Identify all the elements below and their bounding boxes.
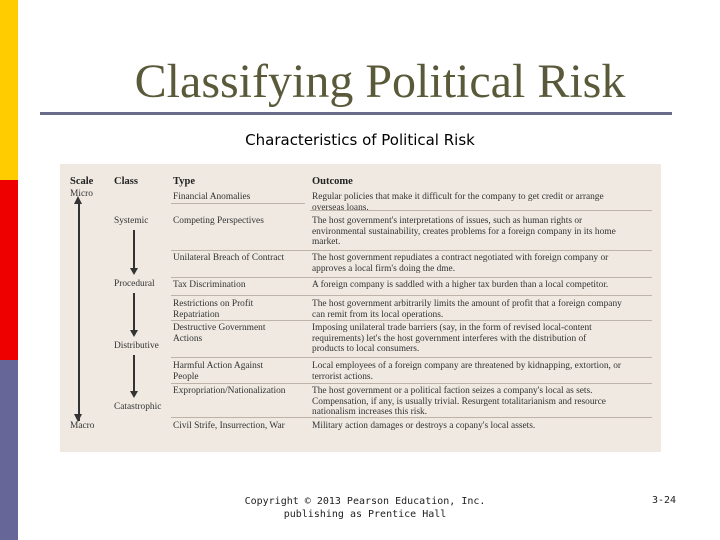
type-cell: Civil Strife, Insurrection, War	[173, 421, 285, 431]
class-arrow-line	[133, 293, 135, 330]
row-divider	[171, 295, 652, 296]
class-procedural: Procedural	[114, 279, 155, 289]
row-divider	[171, 320, 652, 321]
type-cell: Harmful Action Against People	[173, 361, 264, 382]
scale-macro-label: Macro	[70, 421, 95, 431]
outcome-cell: The host government's interpretations of issues, such as human rights or environmental sustainability, creates problems for a foreign company in its home market.	[312, 216, 616, 247]
outcome-cell: Local employees of a foreign company are threatened by kidnapping, extortion, or terrorist actions.	[312, 361, 622, 382]
row-divider	[171, 357, 652, 358]
header-class: Class	[114, 176, 138, 187]
header-type: Type	[173, 176, 195, 187]
outcome-cell: The host government arbitrarily limits the amount of profit that a foreign company can remit from its local operations.	[312, 299, 622, 320]
slide-subtitle: Characteristics of Political Risk	[245, 131, 475, 149]
row-divider	[171, 203, 305, 204]
scale-axis-line	[78, 201, 80, 421]
outcome-cell: The host government repudiates a contract negotiated with foreign company or approves a local firm's doing the dme.	[312, 253, 609, 274]
row-divider	[171, 383, 652, 384]
down-arrow-icon	[130, 330, 138, 337]
header-scale: Scale	[70, 176, 94, 187]
page-number: 3-24	[652, 495, 677, 506]
type-cell: Unilateral Breach of Contract	[173, 253, 285, 263]
type-cell: Tax Discrimination	[173, 280, 246, 290]
row-divider	[171, 277, 652, 278]
class-systemic: Systemic	[114, 216, 149, 226]
type-cell: Expropriation/Nationalization	[173, 386, 286, 396]
accent-bar-purple	[0, 360, 18, 540]
accent-bar-yellow	[0, 0, 18, 180]
outcome-cell: A foreign company is saddled with a higher tax burden than a local competitor.	[312, 280, 609, 290]
class-distributive: Distributive	[114, 341, 159, 351]
down-arrow-icon	[130, 268, 138, 275]
slide-title: Classifying Political Risk	[134, 55, 626, 108]
title-underline	[40, 112, 672, 115]
type-cell: Financial Anomalies	[173, 192, 251, 202]
class-catastrophic: Catastrophic	[114, 402, 162, 412]
outcome-cell: The host government or a political faction seizes a company's local as sets. Compensation, if any, is usually trivial. Resurgent totalitarianism and resource nationalism increases this risk.	[312, 386, 606, 417]
accent-bar-red	[0, 180, 18, 360]
class-arrow-line	[133, 355, 135, 391]
copyright-footer: Copyright © 2013 Pearson Education, Inc. publishing as Prentice Hall	[244, 496, 486, 520]
down-arrow-icon	[130, 391, 138, 398]
outcome-cell: Military action damages or destroys a copany's local assets.	[312, 421, 536, 431]
type-cell: Competing Perspectives	[173, 216, 264, 226]
outcome-cell: Imposing unilateral trade barriers (say, in the form of revised local-content requirements) let's the host government interferes with the distribution of products to local consumers.	[312, 323, 592, 354]
class-arrow-line	[133, 230, 135, 268]
type-cell: Destructive Government Actions	[173, 323, 266, 344]
row-divider	[171, 250, 652, 251]
scale-micro-label: Micro	[70, 189, 93, 199]
outcome-cell: Regular policies that make it difficult for the company to get credit or arrange overseas loans.	[312, 192, 604, 213]
header-outcome: Outcome	[312, 176, 353, 187]
type-cell: Restrictions on Profit Repatriation	[173, 299, 254, 320]
